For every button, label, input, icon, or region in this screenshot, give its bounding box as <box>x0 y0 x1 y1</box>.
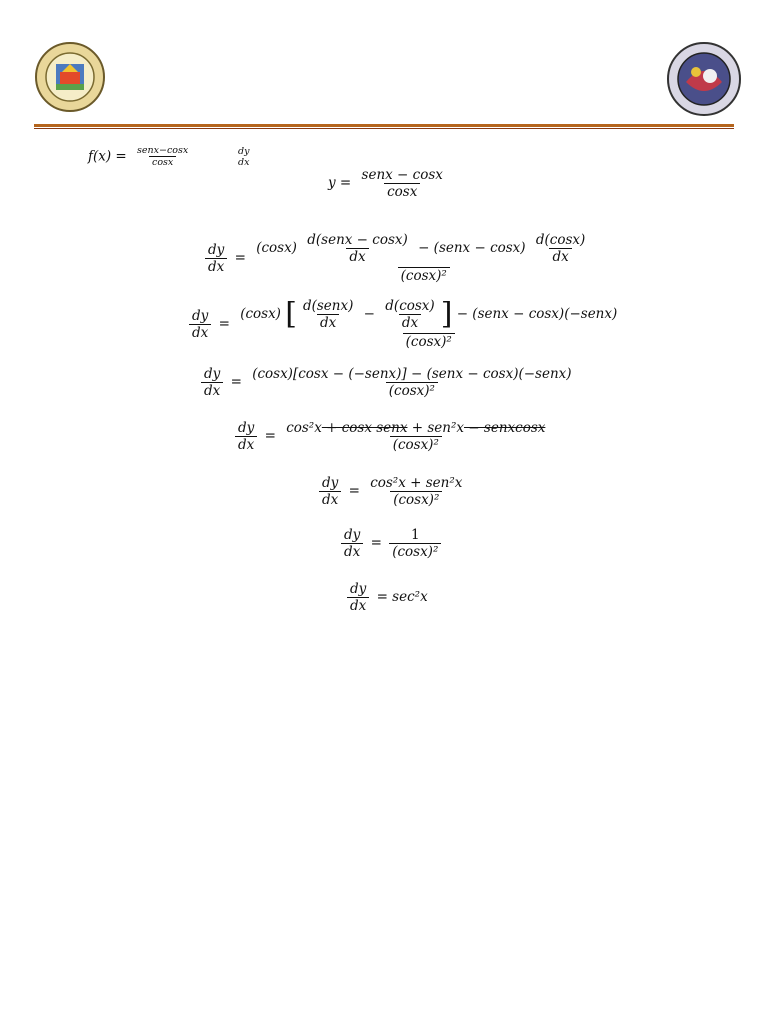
step4-denominator: (cosx)² <box>390 436 442 453</box>
step2-equals: = <box>218 315 230 332</box>
derivation-step-3 <box>198 366 578 399</box>
step5-numerator: cos²x + sen²x <box>370 475 463 491</box>
step2-dx: dx <box>189 324 211 341</box>
y-denominator: cosx <box>384 183 420 200</box>
step7-dy: dy <box>350 581 367 597</box>
header-divider-line <box>34 124 734 127</box>
step6-dy: dy <box>344 527 361 543</box>
derivative-notation-denominator: dx <box>238 157 250 169</box>
step2-inner-num-b: d(cosx) <box>385 298 435 314</box>
step6-denominator: (cosx)² <box>389 543 441 560</box>
step7-result: = sec²x <box>376 589 428 606</box>
derivation-step-4 <box>232 420 551 453</box>
y-lhs: y = <box>328 175 352 192</box>
step2-inner-den-b: dx <box>399 314 421 331</box>
step2-inner-num-a: d(senx) <box>302 298 354 314</box>
university-seal-left-logo <box>34 42 106 112</box>
equation-y <box>328 167 449 200</box>
step6-numerator: 1 <box>410 527 420 543</box>
step6-dx: dx <box>341 543 363 560</box>
y-numerator: senx − cosx <box>361 167 443 183</box>
step5-denominator: (cosx)² <box>390 491 442 508</box>
function-lhs: f(x) = <box>88 148 127 165</box>
step2-right-bracket: ] <box>440 296 453 332</box>
faculty-seal-right-logo <box>666 42 742 116</box>
step2-inner-minus: − <box>363 306 375 323</box>
step4-dx: dx <box>235 436 257 453</box>
derivation-step-1 <box>202 232 597 285</box>
step7-dx: dx <box>347 597 369 614</box>
step2-dy: dy <box>192 307 209 324</box>
step1-denominator: (cosx)² <box>398 267 450 284</box>
step2-rest-term: − (senx − cosx)(−senx) <box>456 306 618 323</box>
step2-cos-term: (cosx) <box>240 306 281 323</box>
step3-dy: dy <box>204 366 221 382</box>
function-denominator: cosx <box>149 156 176 168</box>
step1-dy: dy <box>208 241 225 258</box>
derivative-notation-numerator: dy <box>238 146 250 157</box>
step3-dx: dx <box>201 382 223 399</box>
step1-middle-term: − (senx − cosx) <box>418 240 526 257</box>
step4-term-sen-squared: + sen²x <box>407 420 465 436</box>
step1-dx: dx <box>205 258 227 275</box>
step3-equals: = <box>230 374 242 391</box>
step4-equals: = <box>264 428 276 445</box>
step4-term-cos-squared: cos²x <box>286 420 322 436</box>
step1-equals: = <box>234 249 246 266</box>
step3-denominator: (cosx)² <box>386 382 438 399</box>
step2-denominator: (cosx)² <box>403 333 455 350</box>
step2-left-bracket: [ <box>285 296 297 332</box>
step4-cancelled-term-1: + cosx senx <box>321 420 408 436</box>
step5-dy: dy <box>322 475 339 491</box>
function-definition <box>88 145 194 169</box>
step4-dy: dy <box>238 420 255 436</box>
derivation-step-2 <box>186 298 623 351</box>
derivation-step-7 <box>344 581 428 614</box>
derivation-step-6 <box>338 527 444 560</box>
step1-inner-num-b: d(cosx) <box>535 232 586 248</box>
step3-numerator: (cosx)[cosx − (−senx)] − (senx − cosx)(−senx) <box>252 366 572 382</box>
step1-inner-den-a: dx <box>346 248 368 265</box>
step5-dx: dx <box>319 491 341 508</box>
step2-inner-den-a: dx <box>317 314 339 331</box>
function-fraction <box>134 145 191 169</box>
step6-equals: = <box>370 535 382 552</box>
derivative-notation <box>232 146 255 169</box>
function-numerator: senx−cosx <box>137 145 189 156</box>
step5-equals: = <box>348 483 360 500</box>
header-divider-thin-line <box>34 128 734 129</box>
step1-inner-den-b: dx <box>549 248 571 265</box>
step4-cancelled-term-2: − senxcosx <box>464 420 546 436</box>
derivation-step-5 <box>316 475 468 508</box>
step1-cos-term: (cosx) <box>256 240 297 257</box>
step1-inner-num-a: d(senx − cosx) <box>307 232 408 248</box>
